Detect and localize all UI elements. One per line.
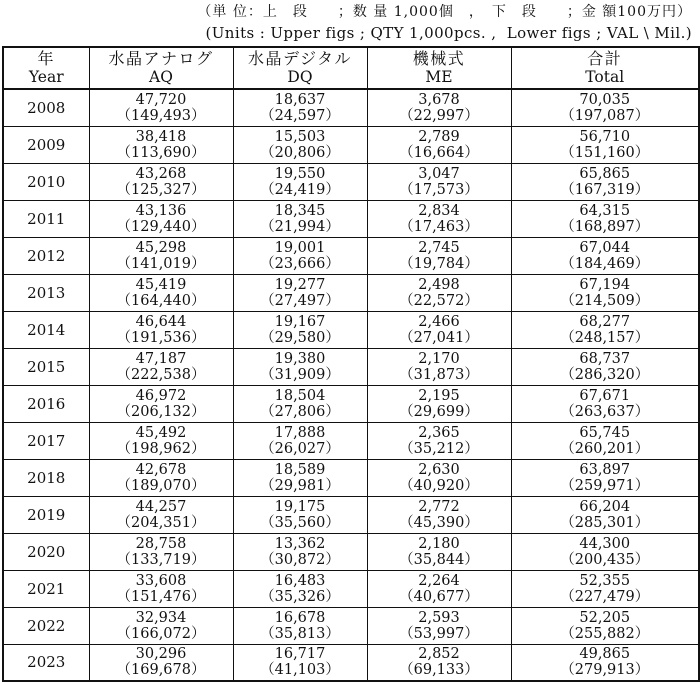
aq-quantity: 42,678 — [135, 461, 187, 478]
aq-value: （133,719） — [116, 551, 206, 568]
me-quantity: 2,593 — [418, 609, 460, 626]
total-header — [511, 47, 699, 89]
aq-quantity: 43,268 — [135, 165, 187, 182]
year-cell: 2017 — [3, 422, 89, 459]
dq-value: （30,872） — [260, 551, 340, 568]
me-cell — [367, 496, 511, 533]
aq-quantity: 32,934 — [135, 609, 187, 626]
year-cell: 2011 — [3, 200, 89, 237]
year-header-en: Year — [28, 68, 64, 86]
dq-quantity: 16,678 — [274, 609, 326, 626]
me-value: （16,664） — [399, 144, 479, 161]
table-row — [3, 385, 699, 422]
dq-quantity: 18,504 — [274, 387, 326, 404]
aq-value: （141,019） — [116, 255, 206, 272]
dq-quantity: 19,001 — [274, 239, 326, 256]
table-row — [3, 496, 699, 533]
total-cell — [511, 533, 699, 570]
me-quantity: 2,630 — [418, 461, 460, 478]
total-cell — [511, 496, 699, 533]
total-cell — [511, 200, 699, 237]
me-value: （53,997） — [399, 625, 479, 642]
me-cell — [367, 644, 511, 681]
aq-quantity: 28,758 — [135, 535, 187, 552]
dq-cell — [233, 348, 367, 385]
aq-value: （164,440） — [116, 292, 206, 309]
aq-cell — [89, 496, 233, 533]
aq-quantity: 45,492 — [135, 424, 187, 441]
me-quantity: 2,170 — [418, 350, 460, 367]
me-quantity: 2,789 — [418, 128, 460, 145]
dq-value: （35,560） — [260, 514, 340, 531]
aq-value: （206,132） — [116, 403, 206, 420]
aq-value: （204,351） — [116, 514, 206, 531]
total-quantity: 67,194 — [579, 276, 631, 293]
dq-value: （29,580） — [260, 329, 340, 346]
total-quantity: 44,300 — [579, 535, 631, 552]
aq-cell — [89, 237, 233, 274]
total-header-en: Total — [585, 68, 625, 86]
dq-cell — [233, 533, 367, 570]
year-cell: 2010 — [3, 163, 89, 200]
me-value: （40,920） — [399, 477, 479, 494]
dq-value: （41,103） — [260, 662, 340, 679]
dq-cell — [233, 311, 367, 348]
table-row — [3, 311, 699, 348]
dq-quantity: 19,175 — [274, 498, 326, 515]
dq-quantity: 16,483 — [274, 572, 326, 589]
dq-cell — [233, 200, 367, 237]
me-cell — [367, 200, 511, 237]
year-cell: 2015 — [3, 348, 89, 385]
me-quantity: 2,264 — [418, 572, 460, 589]
dq-quantity: 18,345 — [274, 202, 326, 219]
aq-cell — [89, 126, 233, 163]
me-value: （17,573） — [399, 181, 479, 198]
total-value: （255,882） — [560, 625, 650, 642]
dq-cell — [233, 496, 367, 533]
aq-quantity: 30,296 — [135, 646, 187, 663]
aq-value: （198,962） — [116, 440, 206, 457]
aq-cell — [89, 163, 233, 200]
aq-quantity: 44,257 — [135, 498, 187, 515]
dq-cell — [233, 163, 367, 200]
aq-cell — [89, 311, 233, 348]
aq-cell — [89, 89, 233, 126]
dq-cell — [233, 126, 367, 163]
me-cell — [367, 459, 511, 496]
dq-cell — [233, 644, 367, 681]
dq-value: （35,813） — [260, 625, 340, 642]
table-row — [3, 607, 699, 644]
table-row — [3, 644, 699, 681]
table-row — [3, 274, 699, 311]
dq-quantity: 17,888 — [274, 424, 326, 441]
total-cell — [511, 126, 699, 163]
me-value: （22,572） — [399, 292, 479, 309]
me-value: （45,390） — [399, 514, 479, 531]
total-value: （200,435） — [560, 551, 650, 568]
me-cell — [367, 533, 511, 570]
dq-header-jp: 水晶デジタル — [247, 49, 353, 68]
me-value: （35,212） — [399, 440, 479, 457]
aq-cell — [89, 607, 233, 644]
total-value: （167,319） — [560, 181, 650, 198]
aq-value: （191,536） — [116, 329, 206, 346]
me-header-en: ME — [425, 68, 453, 86]
total-value: （248,157） — [560, 329, 650, 346]
me-header — [367, 47, 511, 89]
me-cell — [367, 89, 511, 126]
year-cell: 2021 — [3, 570, 89, 607]
dq-value: （20,806） — [260, 144, 340, 161]
total-quantity: 64,315 — [579, 202, 631, 219]
total-quantity: 63,897 — [579, 461, 631, 478]
aq-cell — [89, 570, 233, 607]
year-cell: 2012 — [3, 237, 89, 274]
total-quantity: 70,035 — [579, 91, 631, 108]
total-value: （227,479） — [560, 588, 650, 605]
year-cell: 2020 — [3, 533, 89, 570]
year-cell: 2018 — [3, 459, 89, 496]
year-cell: 2022 — [3, 607, 89, 644]
dq-header-en: DQ — [287, 68, 313, 86]
aq-value: （166,072） — [116, 625, 206, 642]
year-cell: 2014 — [3, 311, 89, 348]
me-value: （22,997） — [399, 107, 479, 124]
aq-quantity: 46,972 — [135, 387, 187, 404]
me-header-jp: 機械式 — [412, 49, 466, 68]
units-note-japanese: （単 位：上 段 ；数 量 1,000個 ， 下 段 ；金 額100万円） — [197, 4, 692, 20]
me-cell — [367, 274, 511, 311]
aq-value: （169,678） — [116, 662, 206, 679]
me-cell — [367, 570, 511, 607]
me-quantity: 2,180 — [418, 535, 460, 552]
total-value: （259,971） — [560, 477, 650, 494]
aq-value: （149,493） — [116, 107, 206, 124]
year-header-jp: 年 — [37, 49, 55, 68]
year-cell: 2023 — [3, 644, 89, 681]
aq-header-jp: 水晶アナログ — [108, 49, 214, 68]
table-row — [3, 89, 699, 126]
year-header — [3, 47, 89, 89]
total-quantity: 67,671 — [579, 387, 631, 404]
aq-cell — [89, 200, 233, 237]
me-quantity: 2,365 — [418, 424, 460, 441]
aq-quantity: 46,644 — [135, 313, 187, 330]
total-quantity: 67,044 — [579, 239, 631, 256]
total-quantity: 65,745 — [579, 424, 631, 441]
aq-quantity: 45,298 — [135, 239, 187, 256]
watch-production-table — [2, 46, 700, 682]
aq-cell — [89, 533, 233, 570]
units-note — [197, 2, 692, 44]
aq-value: （189,070） — [116, 477, 206, 494]
aq-value: （125,327） — [116, 181, 206, 198]
dq-value: （24,597） — [260, 107, 340, 124]
aq-cell — [89, 422, 233, 459]
total-quantity: 52,205 — [579, 609, 631, 626]
me-cell — [367, 422, 511, 459]
total-cell — [511, 422, 699, 459]
dq-cell — [233, 274, 367, 311]
year-cell: 2019 — [3, 496, 89, 533]
total-quantity: 66,204 — [579, 498, 631, 515]
dq-value: （23,666） — [260, 255, 340, 272]
dq-cell — [233, 89, 367, 126]
total-value: （263,637） — [560, 403, 650, 420]
me-value: （35,844） — [399, 551, 479, 568]
dq-quantity: 13,362 — [274, 535, 326, 552]
aq-quantity: 38,418 — [135, 128, 187, 145]
table-row — [3, 348, 699, 385]
me-quantity: 2,195 — [418, 387, 460, 404]
aq-cell — [89, 459, 233, 496]
me-value: （31,873） — [399, 366, 479, 383]
total-value: （197,087） — [560, 107, 650, 124]
table-header — [3, 47, 699, 89]
total-cell — [511, 348, 699, 385]
aq-quantity: 33,608 — [135, 572, 187, 589]
me-cell — [367, 126, 511, 163]
dq-cell — [233, 385, 367, 422]
me-cell — [367, 385, 511, 422]
year-cell: 2009 — [3, 126, 89, 163]
total-cell — [511, 274, 699, 311]
dq-quantity: 18,637 — [274, 91, 326, 108]
aq-cell — [89, 385, 233, 422]
total-value: （279,913） — [560, 662, 650, 679]
dq-quantity: 19,167 — [274, 313, 326, 330]
aq-quantity: 45,419 — [135, 276, 187, 293]
me-value: （40,677） — [399, 588, 479, 605]
header-row — [3, 47, 699, 89]
dq-value: （31,909） — [260, 366, 340, 383]
total-cell — [511, 607, 699, 644]
dq-value: （27,497） — [260, 292, 340, 309]
total-quantity: 65,865 — [579, 165, 631, 182]
total-value: （286,320） — [560, 366, 650, 383]
total-cell — [511, 644, 699, 681]
table-row — [3, 422, 699, 459]
dq-value: （26,027） — [260, 440, 340, 457]
dq-cell — [233, 607, 367, 644]
aq-header-en: AQ — [149, 68, 173, 86]
me-cell — [367, 163, 511, 200]
total-cell — [511, 89, 699, 126]
total-quantity: 56,710 — [579, 128, 631, 145]
me-quantity: 2,852 — [418, 646, 460, 663]
total-quantity: 49,865 — [579, 646, 631, 663]
aq-value: （151,476） — [116, 588, 206, 605]
total-value: （260,201） — [560, 440, 650, 457]
dq-cell — [233, 422, 367, 459]
dq-cell — [233, 237, 367, 274]
year-cell: 2016 — [3, 385, 89, 422]
aq-value: （222,538） — [116, 366, 206, 383]
me-value: （17,463） — [399, 218, 479, 235]
aq-value: （113,690） — [116, 144, 206, 161]
aq-cell — [89, 348, 233, 385]
aq-quantity: 47,187 — [135, 350, 187, 367]
table-row — [3, 163, 699, 200]
table-row — [3, 533, 699, 570]
total-cell — [511, 163, 699, 200]
year-cell: 2008 — [3, 89, 89, 126]
dq-quantity: 19,277 — [274, 276, 326, 293]
dq-value: （35,326） — [260, 588, 340, 605]
me-quantity: 3,047 — [418, 165, 460, 182]
table-row — [3, 200, 699, 237]
me-quantity: 2,498 — [418, 276, 460, 293]
total-cell — [511, 459, 699, 496]
dq-quantity: 18,589 — [274, 461, 326, 478]
me-quantity: 2,772 — [418, 498, 460, 515]
me-cell — [367, 311, 511, 348]
units-note-english: (Units : Upper figs ; QTY 1,000pcs. , Lower figs ; VAL \ Mil.) — [205, 24, 692, 42]
dq-quantity: 19,550 — [274, 165, 326, 182]
me-cell — [367, 348, 511, 385]
total-header-jp: 合計 — [587, 49, 623, 68]
me-quantity: 3,678 — [418, 91, 460, 108]
dq-quantity: 15,503 — [274, 128, 326, 145]
total-value: （168,897） — [560, 218, 650, 235]
dq-quantity: 16,717 — [274, 646, 326, 663]
me-cell — [367, 237, 511, 274]
table-row — [3, 126, 699, 163]
table-row — [3, 237, 699, 274]
dq-cell — [233, 459, 367, 496]
total-value: （285,301） — [560, 514, 650, 531]
dq-value: （21,994） — [260, 218, 340, 235]
me-quantity: 2,834 — [418, 202, 460, 219]
year-cell: 2013 — [3, 274, 89, 311]
total-cell — [511, 311, 699, 348]
table-body — [3, 89, 699, 681]
dq-quantity: 19,380 — [274, 350, 326, 367]
aq-cell — [89, 644, 233, 681]
me-value: （29,699） — [399, 403, 479, 420]
total-quantity: 52,355 — [579, 572, 631, 589]
me-quantity: 2,745 — [418, 239, 460, 256]
total-value: （151,160） — [560, 144, 650, 161]
me-cell — [367, 607, 511, 644]
aq-quantity: 47,720 — [135, 91, 187, 108]
me-value: （69,133） — [399, 662, 479, 679]
table-row — [3, 459, 699, 496]
me-value: （27,041） — [399, 329, 479, 346]
dq-value: （24,419） — [260, 181, 340, 198]
dq-value: （29,981） — [260, 477, 340, 494]
me-quantity: 2,466 — [418, 313, 460, 330]
table-row — [3, 570, 699, 607]
me-value: （19,784） — [399, 255, 479, 272]
total-quantity: 68,737 — [579, 350, 631, 367]
total-cell — [511, 237, 699, 274]
total-cell — [511, 570, 699, 607]
total-quantity: 68,277 — [579, 313, 631, 330]
aq-quantity: 43,136 — [135, 202, 187, 219]
aq-header — [89, 47, 233, 89]
total-value: （214,509） — [560, 292, 650, 309]
aq-value: （129,440） — [116, 218, 206, 235]
dq-header — [233, 47, 367, 89]
total-value: （184,469） — [560, 255, 650, 272]
dq-cell — [233, 570, 367, 607]
total-cell — [511, 385, 699, 422]
aq-cell — [89, 274, 233, 311]
dq-value: （27,806） — [260, 403, 340, 420]
